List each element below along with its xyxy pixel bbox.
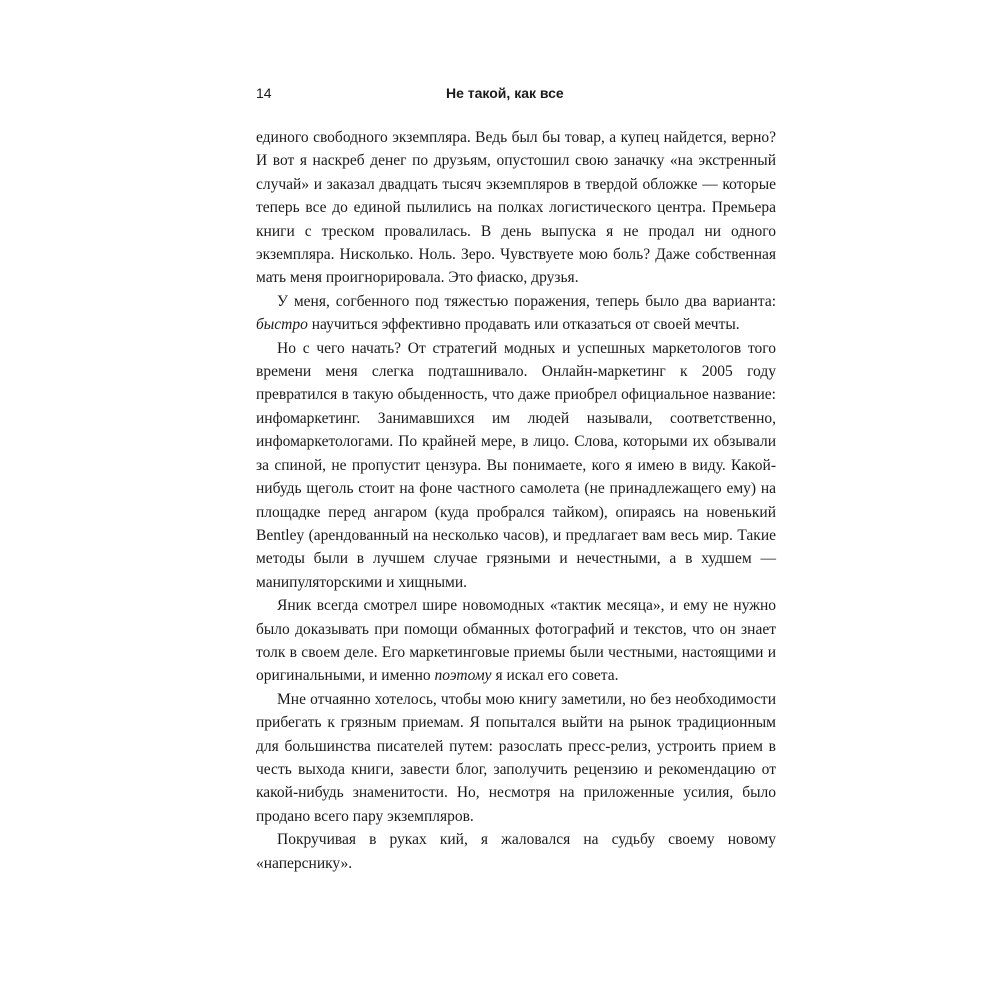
text-segment: Но с чего начать? От стратегий модных и успешных маркетологов того времени меня слегка подташнивало. Онлайн-маркетинг к 2005 году превратился в такую обыденность, что даже приобрел официальное название: инфомаркетинг. Занимавшихся им людей называли, соответственно, инфомаркетологами. По крайней мере, в лицо. Слова, которыми их обзывали за спиной, не пропустит цензура. Вы понимаете, кого я имею в виду. Какой-нибудь щеголь стоит на фоне частного самолета (не принадлежащего ему) на площадке перед ангаром (куда пробрался тайком), опираясь на новенький Bentley (арендованный на несколько часов), и предлагает вам весь мир. Такие методы были в лучшем случае грязными и нечестными, а в худшем — манипуляторскими и хищными.	[256, 339, 776, 591]
text-segment: научиться эффективно продавать или отказаться от своей мечты.	[307, 316, 740, 334]
text-segment: я искал его совета.	[491, 667, 619, 685]
paragraph	[256, 126, 776, 290]
paragraph	[256, 290, 776, 337]
body-text	[256, 126, 776, 875]
paragraph	[256, 828, 776, 875]
page-number: 14	[256, 85, 272, 101]
italic-text: поэтому	[434, 667, 492, 685]
text-segment: Мне отчаянно хотелось, чтобы мою книгу заметили, но без необходимости прибегать к грязным приемам. Я попытался выйти на рынок традиционным для большинства писателей путем: разослать пресс-релиз, устроить прием в честь выхода книги, завести блог, заполучить рецензию и рекомендацию от какой-нибудь знаменитости. Но, несмотря на приложенные усилия, было продано всего пару экземпляров.	[256, 690, 776, 825]
paragraph	[256, 688, 776, 828]
italic-text: быстро	[256, 316, 308, 334]
running-title: Не такой, как все	[446, 85, 564, 101]
book-page	[256, 82, 776, 962]
text-segment: У меня, согбенного под тяжестью поражения, теперь было два варианта:	[277, 292, 776, 310]
text-segment: Яник всегда смотрел шире новомодных «тактик месяца», и ему не нужно было доказывать при помощи обманных фотографий и текстов, что он знает толк в своем деле. Его маркетинговые приемы были честными, настоящими и оригинальными, и именно	[256, 597, 776, 685]
running-head	[256, 82, 776, 106]
paragraph	[256, 337, 776, 594]
text-segment: единого свободного экземпляра. Ведь был бы товар, а купец найдется, верно? И вот я наскреб денег по друзьям, опустошил свою заначку «на экстренный случай» и заказал двадцать тысяч экземпляров в твердой обложке — которые теперь все до единой пылились на полках логистического центра. Премьера книги с треском провалилась. В день выпуска я не продал ни одного экземпляра. Нисколько. Ноль. Зеро. Чувствуете мою боль? Даже собственная мать меня проигнорировала. Это фиаско, друзья.	[256, 129, 776, 287]
text-segment: Покручивая в руках кий, я жаловался на судьбу своему новому «наперснику».	[256, 831, 776, 872]
paragraph	[256, 594, 776, 688]
